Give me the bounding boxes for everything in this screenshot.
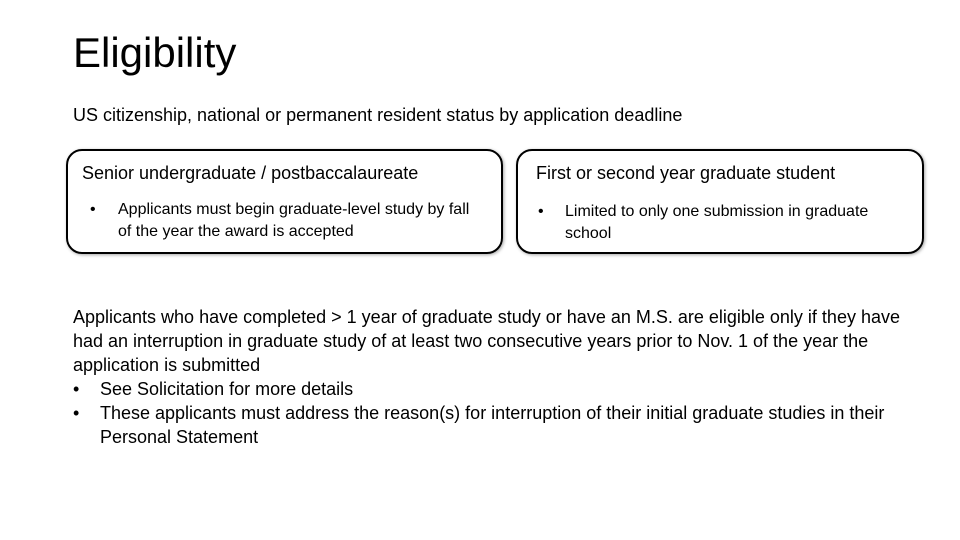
list-item-text: These applicants must address the reason(s) for interruption of their initial graduate studies in their Personal Statement xyxy=(100,403,885,447)
bullet-mark: • xyxy=(73,379,80,399)
bullet-mark: • xyxy=(90,201,96,218)
list-item-text: See Solicitation for more details xyxy=(100,379,354,399)
box-bullet-text: Limited to only one submission in graduate school xyxy=(565,203,869,242)
list-item xyxy=(73,377,923,401)
eligibility-box-graduate xyxy=(516,149,924,254)
slide-subtitle: US citizenship, national or permanent resident status by application deadline xyxy=(73,105,683,125)
eligibility-box-undergraduate xyxy=(66,149,503,254)
box-title: First or second year graduate student xyxy=(536,163,836,183)
bullet-mark: • xyxy=(73,403,80,423)
box-bullet-text: Applicants must begin graduate-level study by fall of the year the award is accepted xyxy=(118,201,470,240)
box-bullet-item xyxy=(538,201,918,245)
bullet-mark: • xyxy=(538,203,544,220)
body-bullet-list xyxy=(73,377,923,449)
slide-title: Eligibility xyxy=(73,29,237,76)
list-item xyxy=(73,401,923,449)
box-bullet-item xyxy=(90,199,470,243)
box-title: Senior undergraduate / postbaccalaureate xyxy=(82,163,419,183)
body-paragraph: Applicants who have completed > 1 year of graduate study or have an M.S. are eligible only if they have had an interruption in graduate study of at least two consecutive years prior to Nov. 1 of the year the application is submitted xyxy=(73,307,900,375)
